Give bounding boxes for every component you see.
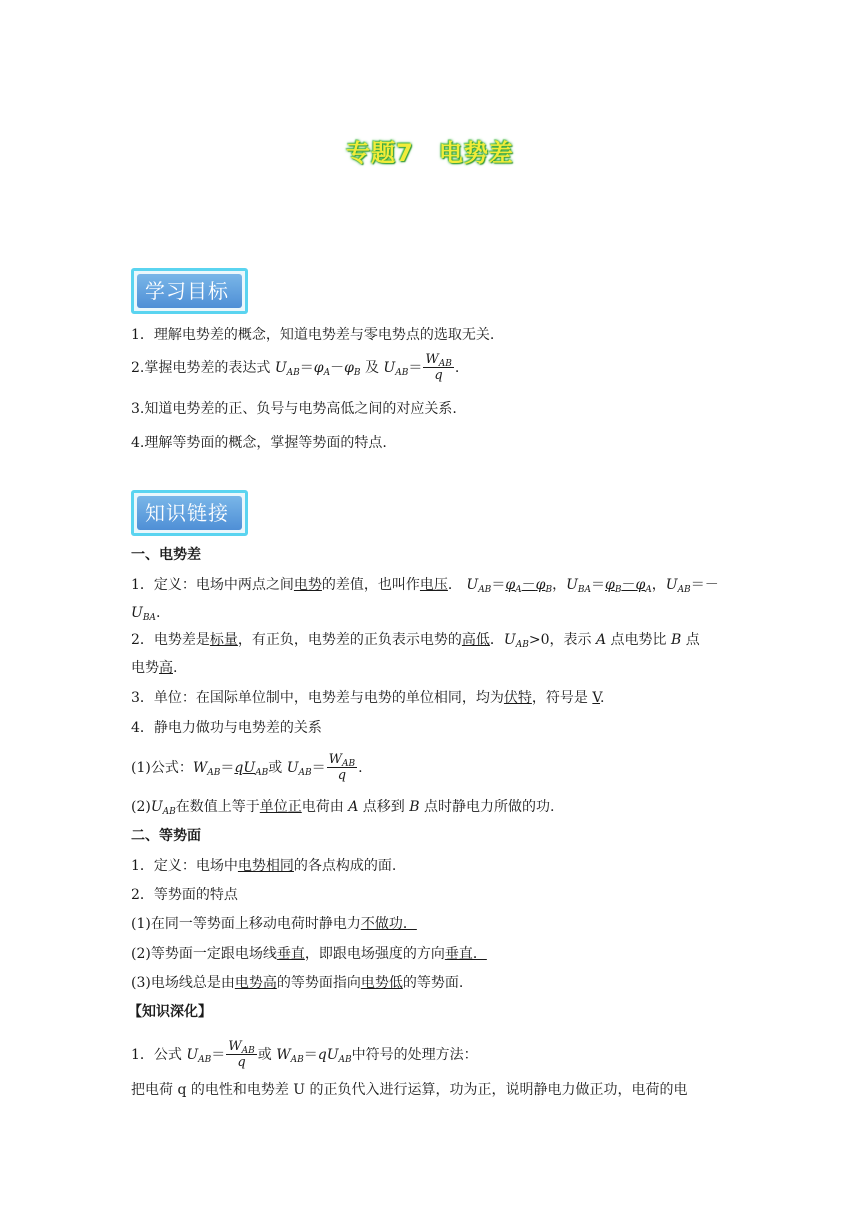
formula-fraction: $\frac{W_{AB}}{q}$ xyxy=(425,352,452,383)
part2-feature-2: (2)等势面一定跟电场线垂直，即跟电场强度的方向垂直． xyxy=(131,946,487,962)
section-badge-goals-label: 学习目标 xyxy=(137,274,242,308)
formula-fraction: $\frac{W_{AB}}{q}$ xyxy=(328,752,356,783)
page-title: 专题7 电势差 xyxy=(346,139,514,167)
part2-heading: 二、等势面 xyxy=(131,828,201,844)
goal-4: 4.理解等势面的概念，掌握等势面的特点. xyxy=(131,435,387,451)
phi-a-minus-phi-b: $\varphi_A-\varphi_B$ xyxy=(505,577,553,595)
part1-definition-cont: $U_{BA}$. xyxy=(131,605,161,623)
deepen-point-1: 1．公式 $U_{AB}=$ $\frac{W_{AB}}{q}$ 或 $W_{AB}=qU_{AB}$中符号的处理方法： xyxy=(131,1039,478,1070)
formula-fraction: $\frac{W_{AB}}{q}$ xyxy=(228,1039,255,1070)
part2-features: 2．等势面的特点 xyxy=(131,887,238,903)
part1-point4: 4．静电力做功与电势差的关系 xyxy=(131,720,322,736)
part2-definition: 1．定义：电场中电势相同的各点构成的面. xyxy=(131,858,397,874)
part1-meaning: $(2)U_{AB}$在数值上等于单位正电荷由 A 点移到 B 点时静电力所做的功. xyxy=(131,799,555,817)
deepen-heading: 【知识深化】 xyxy=(128,1004,212,1020)
q-u-ab: $qU_{AB}$ xyxy=(234,760,269,778)
goal-2: 2.掌握电势差的表达式 $U_{AB}=\varphi_A-\varphi_B$ 及 $U_{AB}=$ $\frac{W_{AB}}{q}$ . xyxy=(131,352,460,383)
part1-formula: (1)公式：$W_{AB}=qU_{AB}$或 $U_{AB}=$ $\frac{W_{AB}}{q}$ . xyxy=(131,752,363,783)
phi-b-minus-phi-a: $\varphi_B-\varphi_A$ xyxy=(605,577,652,595)
part1-definition: 1．定义：电场中两点之间电势的差值，也叫作电压． $U_{AB}=\varphi_A-\varphi_B$，$U_{BA}=\varphi_B-\varphi_A$，$U_{AB}=-$ xyxy=(131,577,719,595)
goal-3: 3.知道电势差的正、负号与电势高低之间的对应关系. xyxy=(131,401,457,417)
part1-heading: 一、电势差 xyxy=(131,547,201,563)
part1-point3: 3．单位：在国际单位制中，电势差与电势的单位相同，均为伏特，符号是 V. xyxy=(131,690,605,706)
section-badge-knowledge xyxy=(131,490,248,536)
part2-feature-3: (3)电场线总是由电势高的等势面指向电势低的等势面. xyxy=(131,975,464,991)
deepen-paragraph: 把电荷 q 的电性和电势差 U 的正负代入进行运算，功为正，说明静电力做正功，电荷的电 xyxy=(131,1082,688,1098)
section-badge-goals xyxy=(131,268,248,314)
part1-point2: 2．电势差是标量，有正负，电势差的正负表示电势的高低．$U_{AB}>0$，表示 A 点电势比 B 点 xyxy=(131,632,700,650)
section-badge-knowledge-label: 知识链接 xyxy=(137,496,242,530)
goal-1: 1．理解电势差的概念，知道电势差与零电势点的选取无关. xyxy=(131,327,495,343)
part2-feature-1: (1)在同一等势面上移动电荷时静电力不做功． xyxy=(131,916,417,932)
part1-point2-cont: 电势高. xyxy=(131,660,178,676)
